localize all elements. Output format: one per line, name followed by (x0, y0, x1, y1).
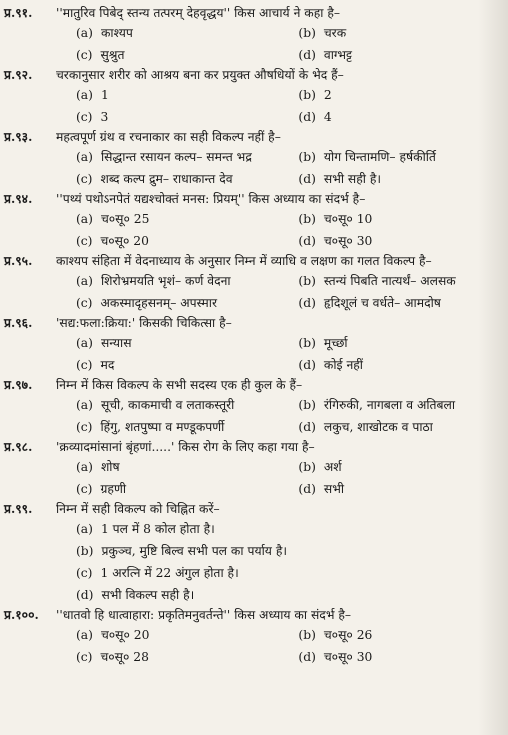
option-d (298, 646, 474, 668)
question-number: प्र.९१. (4, 5, 33, 20)
question-number: प्र.१००. (4, 607, 39, 622)
option-text: सिद्धान्त रसायन कल्प– समन्त भद्र (100, 150, 252, 164)
option-label: (a) (76, 26, 93, 40)
question-text: महत्वपूर्ण ग्रंथ व रचनाकार का सही विकल्प नहीं है– (56, 130, 281, 144)
options-list (76, 270, 474, 314)
question-number: प्र.९६. (4, 315, 33, 330)
option-label: (a) (76, 150, 93, 164)
option-text: 1 अरत्नि में 22 अंगुल होता है। (100, 566, 239, 580)
option-text: सुश्रुत (100, 48, 125, 62)
option-label: (b) (76, 544, 94, 558)
question (4, 314, 474, 376)
options-list (76, 146, 474, 190)
question-header (4, 376, 474, 394)
question-header (4, 128, 474, 146)
option-c (76, 230, 298, 252)
question-number: प्र.९४. (4, 191, 33, 206)
question-header (4, 4, 474, 22)
option-text: चरक (323, 26, 347, 40)
option-label: (c) (76, 48, 93, 62)
option-label: (c) (76, 566, 93, 580)
option-text: हिंगु, शतपुष्पा व मण्डूकपर्णी (100, 420, 225, 434)
option-a (76, 22, 298, 44)
option-text: च०सू० 26 (323, 628, 373, 642)
option-label: (a) (76, 336, 93, 350)
option-label: (c) (76, 172, 93, 186)
question-text: काश्यप संहिता में वेदनाध्याय के अनुसार निम्न में व्याधि व लक्षण का गलत विकल्प है– (56, 254, 432, 268)
question-header (4, 500, 474, 518)
option-text: सभी सही है। (323, 172, 382, 186)
option-label: (b) (298, 26, 316, 40)
option-d (298, 292, 474, 314)
option-label: (d) (298, 358, 316, 372)
options-list (76, 332, 474, 376)
option-label: (c) (76, 358, 93, 372)
options-row (76, 270, 474, 292)
option-a (76, 84, 298, 106)
question-number: प्र.९९. (4, 501, 33, 516)
option-text: 2 (323, 88, 332, 102)
question-header (4, 314, 474, 332)
option-text: काश्यप (100, 26, 133, 40)
question-text: निम्न में सही विकल्प को चिह्नित करें– (56, 502, 220, 516)
option-b (298, 270, 474, 292)
question-number: प्र.९२. (4, 67, 33, 82)
options-row (76, 478, 474, 500)
option-c (76, 354, 298, 376)
options-row (76, 84, 474, 106)
option-text: शोष (100, 460, 120, 474)
question (4, 66, 474, 128)
options-row (76, 230, 474, 252)
option-label: (c) (76, 420, 93, 434)
option-text: 1 पल में 8 कोल होता है। (100, 522, 215, 536)
option-b (298, 22, 474, 44)
option-label: (d) (298, 482, 316, 496)
options-row (76, 208, 474, 230)
option-text: सन्यास (100, 336, 132, 350)
question-header (4, 66, 474, 84)
option-text: च०सू० 10 (323, 212, 373, 226)
option-text: च०सू० 20 (100, 628, 150, 642)
options-list (76, 624, 474, 668)
option-text: सूची, काकमाची व लताकस्तूरी (100, 398, 235, 412)
options-row (76, 292, 474, 314)
question-header (4, 606, 474, 624)
option-a (76, 624, 298, 646)
options-list (76, 394, 474, 438)
option-text: अकस्मादृहसनम्– अपस्मार (100, 296, 217, 310)
options-list (76, 456, 474, 500)
option-label: (d) (298, 296, 316, 310)
option-d (298, 478, 474, 500)
question-text: 'क्रव्यादमांसानां बृंहणां.....' किस रोग के लिए कहा गया है– (56, 440, 315, 454)
question-header (4, 438, 474, 456)
option-text: सभी (323, 482, 345, 496)
question (4, 438, 474, 500)
option-c (76, 646, 298, 668)
option-c (76, 106, 298, 128)
option-b (298, 456, 474, 478)
option-label: (d) (298, 420, 316, 434)
option-label: (a) (76, 398, 93, 412)
options-row (76, 146, 474, 168)
question (4, 4, 474, 66)
question (4, 190, 474, 252)
question (4, 500, 474, 606)
option-text: अर्श (323, 460, 342, 474)
option-text: 4 (323, 110, 332, 124)
option-text: रंगिरुकी, नागबला व अतिबला (323, 398, 456, 412)
options-row (76, 394, 474, 416)
option-text: शिरोभ्रमयति भृशं– कर्ण वेदना (100, 274, 231, 288)
option-d (76, 584, 474, 606)
option-label: (a) (76, 628, 93, 642)
option-a (76, 456, 298, 478)
question-text: ''मातुरिव पिबेद् स्तन्य तत्परम् देहवृद्धय'' किस आचार्य ने कहा है– (56, 6, 341, 20)
option-d (298, 168, 474, 190)
question-text: ''धातवो हि धात्वाहारा: प्रकृतिमनुवर्तन्ते'' किस अध्याय का संदर्भ है– (56, 608, 352, 622)
option-a (76, 394, 298, 416)
option-label: (b) (298, 150, 316, 164)
question-header (4, 190, 474, 208)
option-d (298, 44, 474, 66)
options-row (76, 168, 474, 190)
option-label: (a) (76, 460, 93, 474)
option-label: (d) (298, 650, 316, 664)
option-d (298, 230, 474, 252)
option-c (76, 562, 474, 584)
options-row (76, 416, 474, 438)
question (4, 252, 474, 314)
option-label: (a) (76, 88, 93, 102)
question-text: चरकानुसार शरीर को आश्रय बना कर प्रयुक्त औषधियों के भेद हैं– (56, 68, 344, 82)
option-label: (d) (76, 588, 94, 602)
page-edge-shadow (478, 0, 508, 735)
option-d (298, 416, 474, 438)
option-b (298, 624, 474, 646)
option-label: (b) (298, 398, 316, 412)
option-label: (c) (76, 110, 93, 124)
question-text: 'सद्य:फला:क्रिया:' किसकी चिकित्सा है– (56, 316, 232, 330)
option-label: (c) (76, 482, 93, 496)
option-b (298, 394, 474, 416)
option-text: सभी विकल्प सही है। (101, 588, 195, 602)
option-text: च०सू० 30 (323, 234, 373, 248)
option-text: योग चिन्तामणि– हर्षकीर्ति (323, 150, 436, 164)
question (4, 128, 474, 190)
option-text: स्तन्यं पिबति नात्यर्थं– अलसक (323, 274, 456, 288)
option-text: च०सू० 30 (323, 650, 373, 664)
option-label: (c) (76, 234, 93, 248)
option-b (298, 146, 474, 168)
option-text: च०सू० 28 (100, 650, 149, 664)
option-text: 1 (100, 88, 109, 102)
option-label: (c) (76, 650, 93, 664)
option-text: 3 (100, 110, 109, 124)
options-row (76, 354, 474, 376)
option-text: मद (100, 358, 115, 372)
option-label: (a) (76, 212, 93, 226)
options-list (76, 22, 474, 66)
option-b (76, 540, 474, 562)
option-text: च०सू० 20 (100, 234, 149, 248)
options-list (76, 518, 474, 606)
question-number: प्र.९७. (4, 377, 33, 392)
option-label: (b) (298, 212, 316, 226)
option-text: शब्द कल्प द्रुम– राधाकान्त देव (100, 172, 233, 186)
question (4, 376, 474, 438)
options-row (76, 106, 474, 128)
options-row (76, 332, 474, 354)
option-label: (b) (298, 88, 316, 102)
question-number: प्र.९८. (4, 439, 33, 454)
option-a (76, 270, 298, 292)
question-header (4, 252, 474, 270)
question-text: निम्न में किस विकल्प के सभी सदस्य एक ही कुल के हैं– (56, 378, 303, 392)
option-a (76, 146, 298, 168)
option-label: (c) (76, 296, 93, 310)
option-a (76, 332, 298, 354)
question-page (4, 4, 474, 668)
question-number: प्र.९५. (4, 253, 33, 268)
option-b (298, 208, 474, 230)
option-text: हृदिशूलं च वर्धते– आमदोष (323, 296, 441, 310)
option-b (298, 332, 474, 354)
question (4, 606, 474, 668)
question-text: ''पथ्यं पथोऽनपेतं यद्यश्चोक्तं मनस: प्रियम्'' किस अध्याय का संदर्भ है– (56, 192, 366, 206)
options-row (76, 624, 474, 646)
options-row (76, 646, 474, 668)
option-label: (a) (76, 274, 93, 288)
option-c (76, 168, 298, 190)
option-c (76, 44, 298, 66)
option-text: वाग्भट्ट (323, 48, 353, 62)
option-a (76, 208, 298, 230)
option-label: (d) (298, 110, 316, 124)
option-text: लकुच, शाखोटक व पाठा (323, 420, 433, 434)
option-label: (d) (298, 172, 316, 186)
options-row (76, 456, 474, 478)
option-label: (b) (298, 460, 316, 474)
options-list (76, 208, 474, 252)
question-number: प्र.९३. (4, 129, 33, 144)
option-text: कोई नहीं (323, 358, 363, 372)
option-text: च०सू० 25 (100, 212, 150, 226)
option-text: ग्रहणी (100, 482, 127, 496)
options-list (76, 84, 474, 128)
option-text: मूर्च्छा (323, 336, 348, 350)
option-label: (d) (298, 48, 316, 62)
options-row (76, 44, 474, 66)
option-label: (b) (298, 628, 316, 642)
option-label: (d) (298, 234, 316, 248)
option-c (76, 478, 298, 500)
option-label: (b) (298, 274, 316, 288)
option-d (298, 106, 474, 128)
option-text: प्रकुञ्च, मुष्टि बिल्व सभी पल का पर्याय है। (101, 544, 288, 558)
option-b (298, 84, 474, 106)
options-row (76, 22, 474, 44)
option-d (298, 354, 474, 376)
option-c (76, 416, 298, 438)
option-label: (a) (76, 522, 93, 536)
option-label: (b) (298, 336, 316, 350)
option-a (76, 518, 474, 540)
option-c (76, 292, 298, 314)
